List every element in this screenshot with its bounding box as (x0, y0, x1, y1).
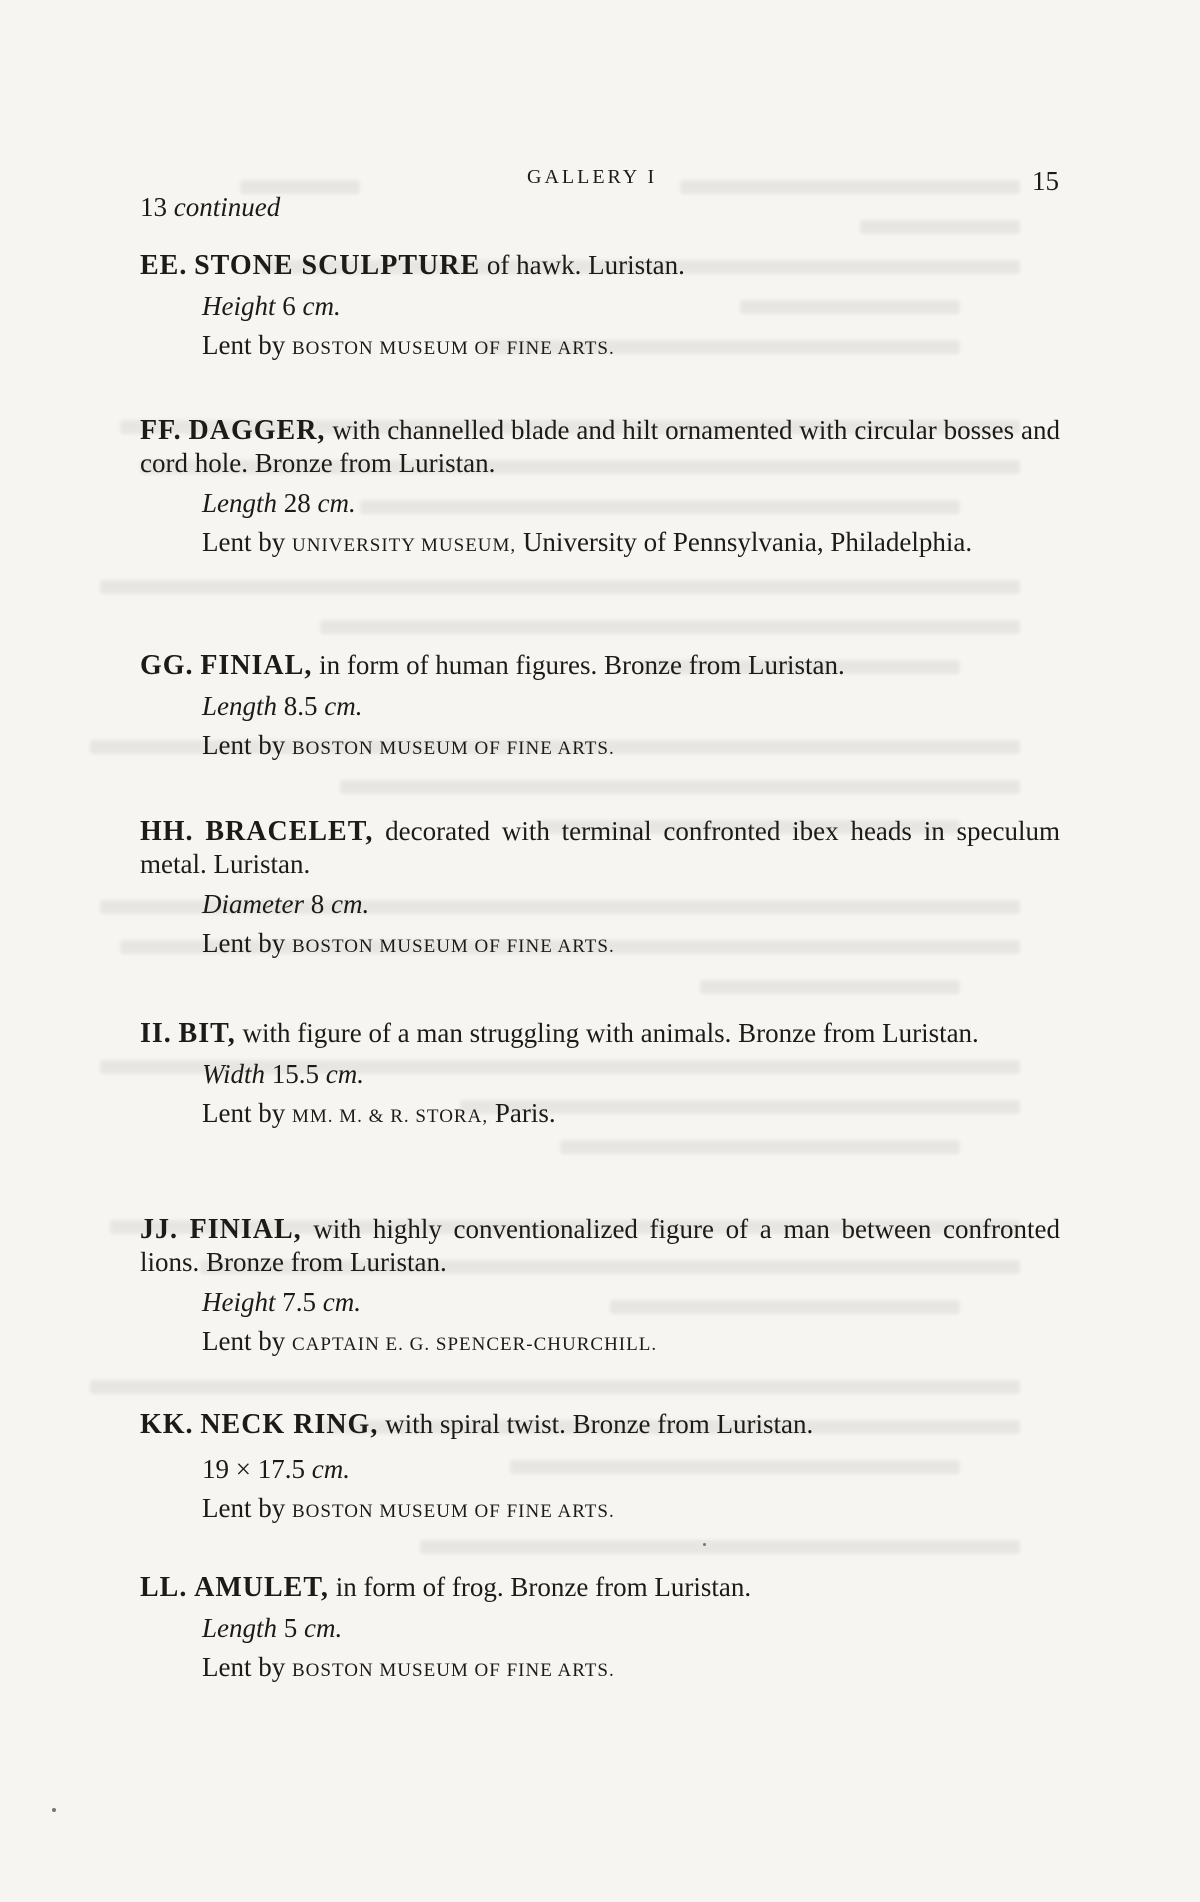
page-number: 15 (1032, 166, 1059, 196)
lender-name: BOSTON MUSEUM OF FINE ARTS. (291, 738, 615, 759)
entry-measurement (202, 690, 1060, 722)
measure-label: Height (202, 291, 276, 321)
entry-title: AMULET, (194, 1572, 329, 1603)
catalogue-entry (140, 815, 1060, 963)
entry-description (140, 1017, 1060, 1050)
entry-lender (202, 329, 1060, 365)
lender-name: BOSTON MUSEUM OF FINE ARTS. (291, 338, 615, 359)
catalogue-entry (140, 649, 1060, 765)
continued-number: 13 (140, 192, 167, 222)
entry-title: NECK RING, (200, 1409, 379, 1440)
paper-speck (52, 1808, 56, 1812)
catalogue-entry (140, 414, 1060, 562)
entry-title: DAGGER, (188, 415, 326, 446)
entry-code: II. (140, 1018, 172, 1049)
entry-description (140, 1571, 1060, 1604)
lender-prefix: Lent by (202, 527, 292, 557)
entry-code: JJ. (140, 1214, 178, 1245)
lender-name: BOSTON MUSEUM OF FINE ARTS. (291, 936, 615, 957)
lender-name: UNIVERSITY MUSEUM, (291, 535, 517, 556)
lender-suffix: Paris. (488, 1098, 556, 1128)
measure-unit: cm. (322, 1287, 361, 1317)
entry-text: in form of human figures. Bronze from Luristan. (312, 650, 845, 680)
measure-label: Length (202, 488, 278, 518)
entry-measurement (202, 1286, 1060, 1318)
catalogue-entry (140, 249, 1060, 365)
entry-code: HH. (140, 816, 194, 847)
entry-lender (202, 1651, 1060, 1687)
entry-description (140, 1213, 1060, 1278)
lender-prefix: Lent by (202, 1493, 292, 1523)
entry-text: in form of frog. Bronze from Luristan. (328, 1572, 752, 1602)
entry-lender (202, 1325, 1060, 1361)
entry-measurement (202, 1058, 1060, 1090)
entry-title: STONE SCULPTURE (194, 250, 481, 281)
entry-description (140, 815, 1060, 880)
measure-value: 6 (275, 291, 303, 321)
entry-text: with spiral twist. Bronze from Luristan. (378, 1409, 814, 1439)
measure-value: 19 × 17.5 (202, 1454, 312, 1484)
measure-label: Height (202, 1287, 276, 1317)
entry-code: KK. (140, 1409, 194, 1440)
measure-value: 7.5 (275, 1287, 323, 1317)
measure-label: Diameter (202, 889, 304, 919)
entry-measurement (202, 1453, 1060, 1485)
entry-title: FINIAL, (189, 1214, 302, 1245)
paper-speck (703, 1543, 706, 1546)
entry-lender (202, 1492, 1060, 1528)
measure-unit: cm. (304, 1613, 343, 1643)
entry-code: GG. (140, 650, 194, 681)
lender-prefix: Lent by (202, 330, 292, 360)
lender-name: CAPTAIN E. G. SPENCER-CHURCHILL. (291, 1334, 658, 1355)
lender-prefix: Lent by (202, 1652, 292, 1682)
lender-name: BOSTON MUSEUM OF FINE ARTS. (291, 1501, 615, 1522)
lender-suffix: University of Pennsylvania, Philadelphia. (516, 527, 973, 557)
entry-text: with figure of a man struggling with animals. Bronze from Luristan. (235, 1018, 979, 1048)
lender-name: MM. M. & R. STORA, (291, 1106, 489, 1127)
measure-label: Length (202, 1613, 278, 1643)
measure-value: 28 (277, 488, 318, 518)
entry-lender (202, 927, 1060, 963)
lender-prefix: Lent by (202, 1098, 292, 1128)
entry-code: EE. (140, 250, 188, 281)
entry-description (140, 414, 1060, 479)
running-head: GALLERY I (527, 166, 658, 188)
entry-text: with channelled blade and hilt ornamented with circular bosses and cord hole. Bronze from Luristan. (140, 415, 1061, 478)
catalogue-entry (140, 1213, 1060, 1361)
entry-text: decorated with terminal confronted ibex heads in speculum metal. Luristan. (140, 816, 1060, 879)
measure-value: 15.5 (265, 1059, 326, 1089)
measure-value: 5 (277, 1613, 305, 1643)
entry-description (140, 649, 1060, 682)
lender-prefix: Lent by (202, 730, 292, 760)
lender-name: BOSTON MUSEUM OF FINE ARTS. (291, 1660, 615, 1681)
entry-lender (202, 526, 1060, 562)
lender-prefix: Lent by (202, 928, 292, 958)
measure-label: Length (202, 691, 278, 721)
measure-unit: cm. (324, 691, 363, 721)
measure-unit: cm. (330, 889, 370, 919)
measure-unit: cm. (325, 1059, 364, 1089)
entry-code: LL. (140, 1572, 188, 1603)
continued-heading (140, 192, 280, 223)
entry-text: with highly conventionalized figure of a man between confronted lions. Bronze from Luristan. (140, 1214, 1060, 1277)
entry-measurement (202, 888, 1060, 920)
entry-title: BRACELET, (205, 816, 374, 847)
catalogue-entry (140, 1571, 1060, 1687)
catalogue-entry (140, 1017, 1060, 1133)
entry-title: FINIAL, (200, 650, 313, 681)
entry-lender (202, 1097, 1060, 1133)
measure-unit: cm. (311, 1454, 350, 1484)
entry-text: of hawk. Luristan. (480, 250, 685, 280)
entry-code: FF. (140, 415, 182, 446)
entry-description (140, 1408, 1060, 1441)
measure-unit: cm. (302, 291, 341, 321)
catalogue-entry (140, 1408, 1060, 1528)
entry-measurement (202, 1612, 1060, 1644)
entry-lender (202, 729, 1060, 765)
entry-description (140, 249, 1060, 282)
measure-label: Width (202, 1059, 266, 1089)
continued-word: continued (173, 192, 281, 222)
entry-title: BIT, (178, 1018, 236, 1049)
measure-unit: cm. (317, 488, 356, 518)
measure-value: 8 (303, 889, 331, 919)
measure-value: 8.5 (277, 691, 325, 721)
lender-prefix: Lent by (202, 1326, 292, 1356)
entry-measurement (202, 487, 1060, 519)
entry-measurement (202, 290, 1060, 322)
